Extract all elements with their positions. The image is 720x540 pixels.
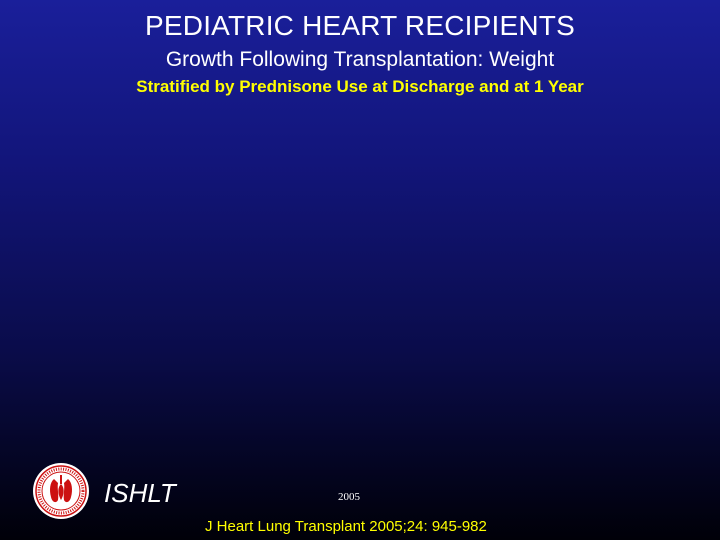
slide-subtitle: Growth Following Transplantation: Weight (165, 48, 555, 71)
journal-citation: J Heart Lung Transplant 2005;24: 945-982 (205, 518, 487, 535)
slide-title: PEDIATRIC HEART RECIPIENTS (145, 10, 575, 41)
ishlt-seal-icon (32, 462, 90, 520)
slide-subtitle-stratification: Stratified by Prednisone Use at Discharge and at 1 Year (136, 77, 584, 96)
year-label: 2005 (338, 491, 360, 503)
organization-name: ISHLT (104, 478, 176, 508)
